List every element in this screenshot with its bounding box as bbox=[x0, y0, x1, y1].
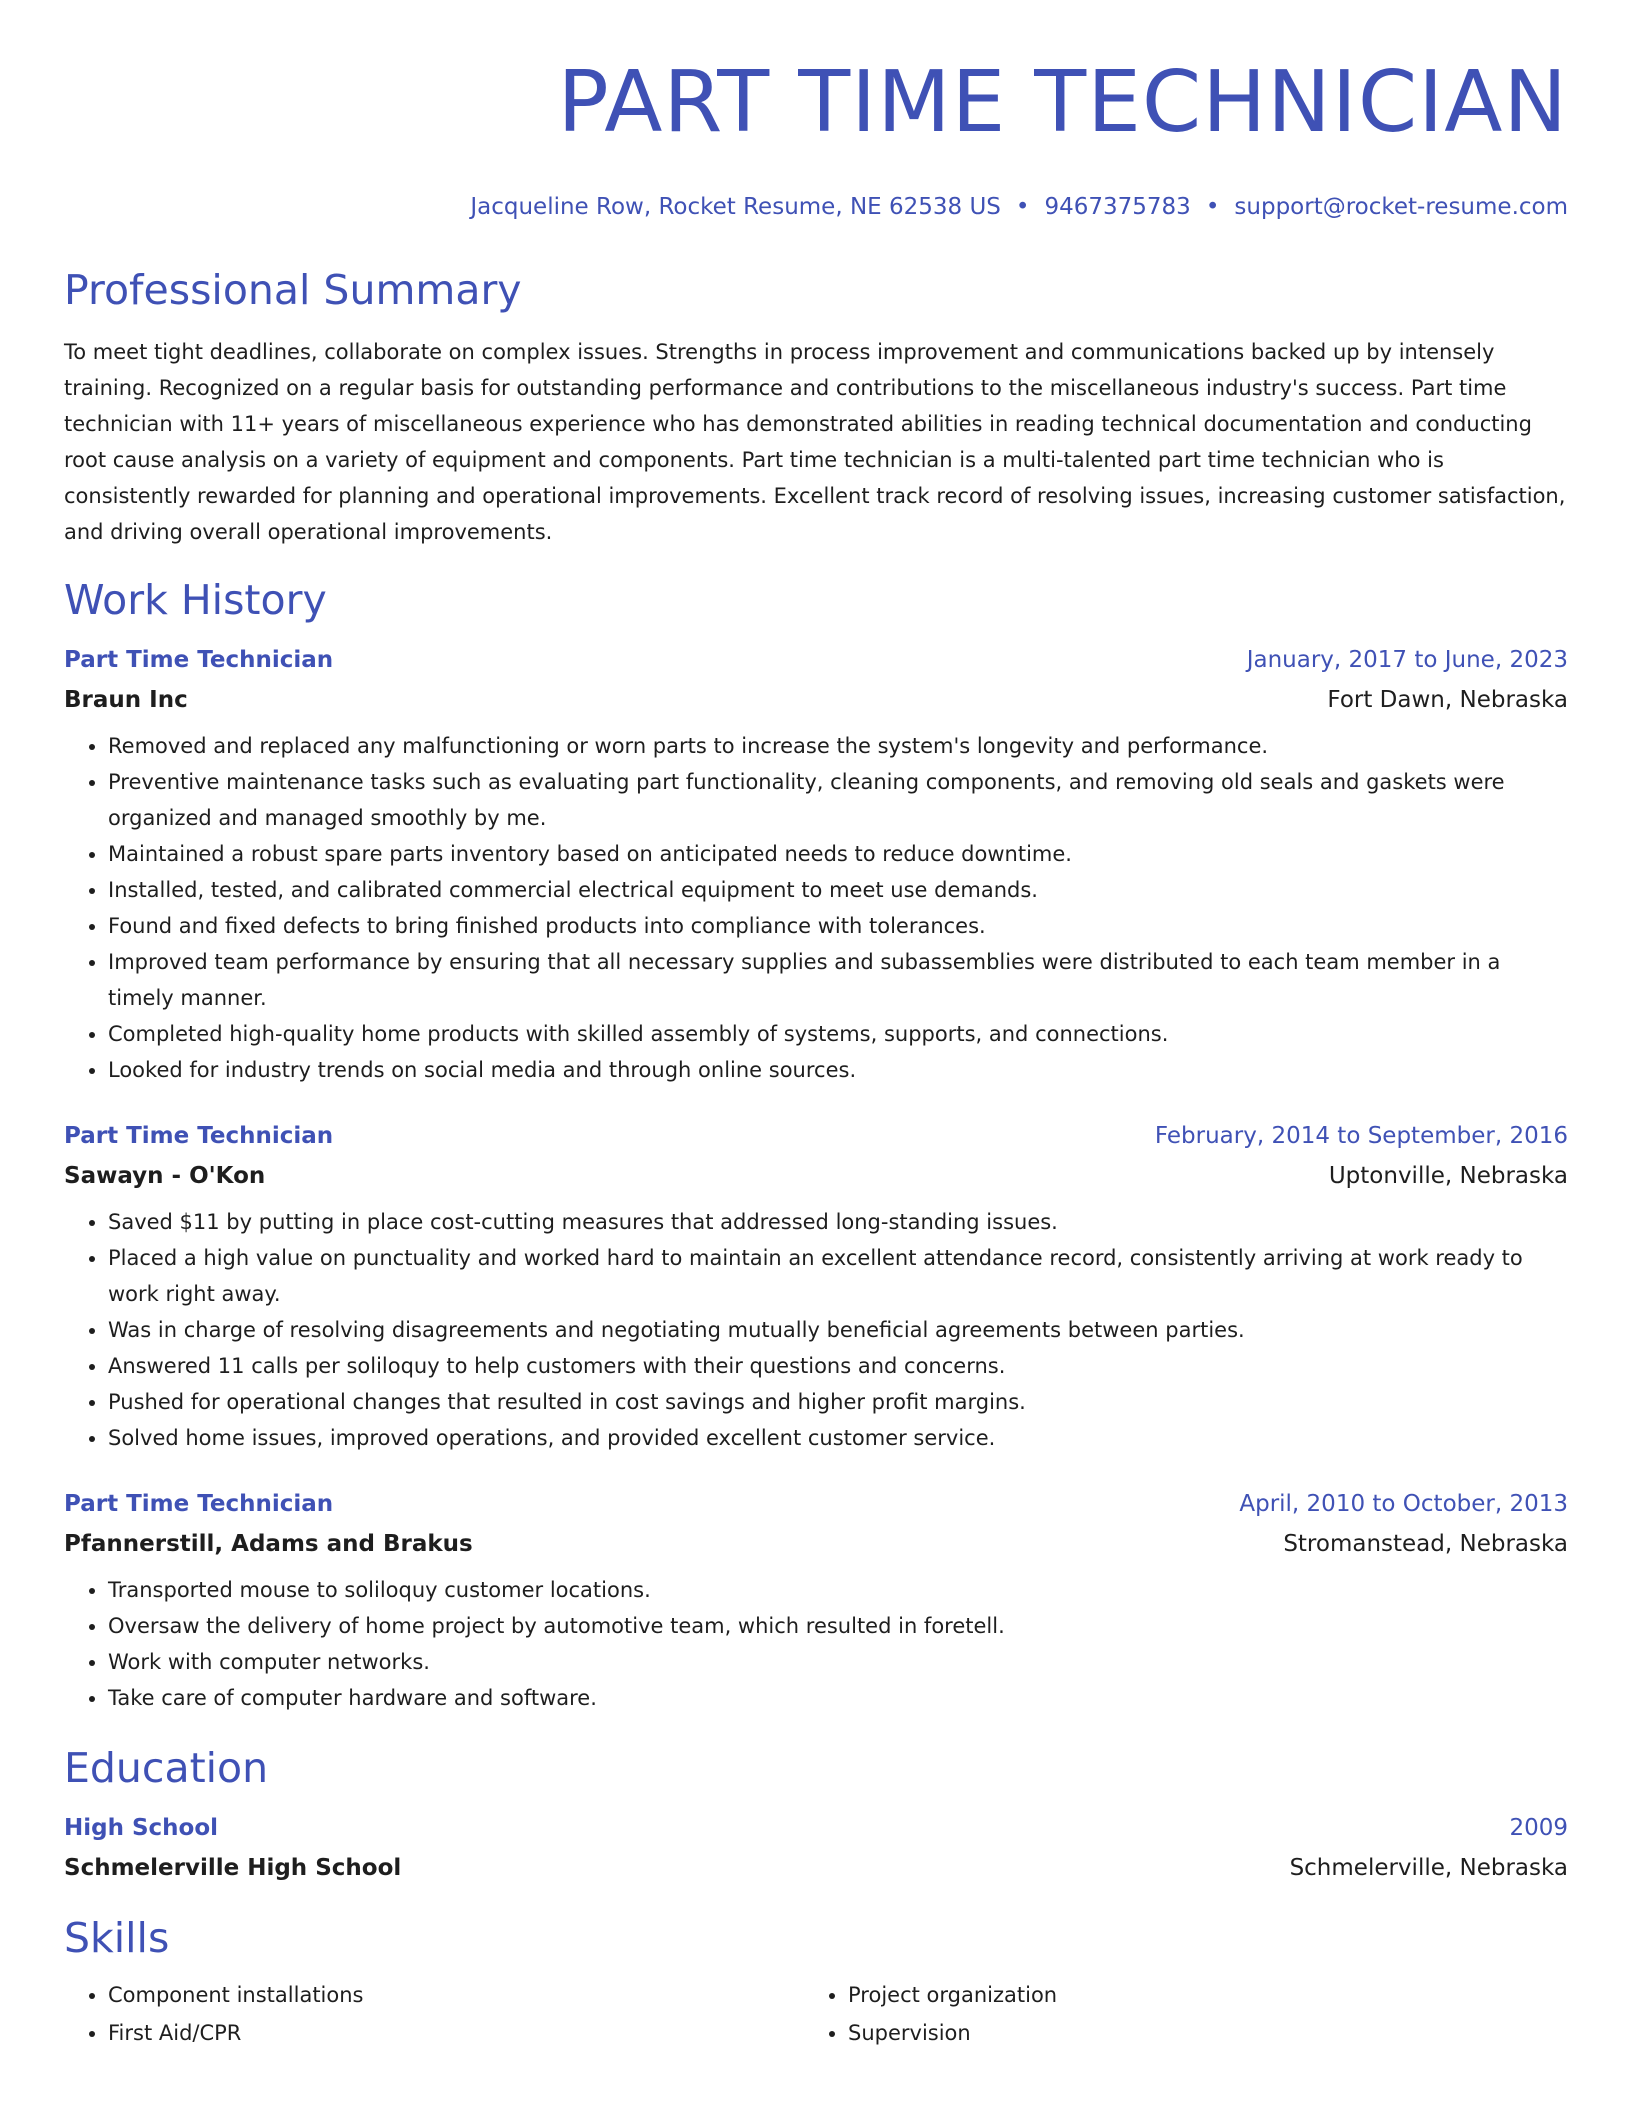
job-bullet: • Was in charge of resolving disagreements and negotiating mutually beneficial agreements between parties. bbox=[108, 1312, 1568, 1348]
company-row bbox=[64, 1156, 1568, 1196]
job-location: Stromanstead, Nebraska bbox=[1283, 1531, 1568, 1557]
job-bullet: • Oversaw the delivery of home project by automotive team, which resulted in foretell. bbox=[108, 1608, 1568, 1644]
company-name: Pfannerstill, Adams and Brakus bbox=[64, 1531, 473, 1557]
job-bullet: • Answered 11 calls per soliloquy to help customers with their questions and concerns. bbox=[108, 1348, 1568, 1384]
company-row bbox=[64, 680, 1568, 720]
job-dates: January, 2017 to June, 2023 bbox=[1246, 647, 1568, 673]
job-bullet: • Installed, tested, and calibrated commercial electrical equipment to meet use demands. bbox=[108, 872, 1568, 908]
contact-email: support@rocket-resume.com bbox=[1234, 194, 1568, 220]
resume-header bbox=[64, 0, 1568, 222]
school-name: Schmelerville High School bbox=[64, 1855, 402, 1881]
job-title-row bbox=[64, 1116, 1568, 1156]
job-bullet: • Looked for industry trends on social media and through online sources. bbox=[108, 1052, 1568, 1088]
contact-line bbox=[64, 192, 1568, 222]
skill-item: • Component installations bbox=[108, 1976, 804, 2014]
job-dates: February, 2014 to September, 2016 bbox=[1154, 1123, 1568, 1149]
school-location: Schmelerville, Nebraska bbox=[1289, 1855, 1568, 1881]
job-bullets bbox=[64, 728, 1568, 1088]
job-location: Fort Dawn, Nebraska bbox=[1327, 687, 1568, 713]
job-bullet: • Found and fixed defects to bring finished products into compliance with tolerances. bbox=[108, 908, 1568, 944]
job-bullet: • Take care of computer hardware and software. bbox=[108, 1680, 1568, 1716]
job-entry bbox=[64, 1484, 1568, 1716]
job-title: Part Time Technician bbox=[64, 647, 334, 673]
job-bullet: • Pushed for operational changes that resulted in cost savings and higher profit margins. bbox=[108, 1384, 1568, 1420]
job-title: Part Time Technician bbox=[64, 1123, 334, 1149]
summary-text: To meet tight deadlines, collaborate on complex issues. Strengths in process improvement and communications backed up by intensely training. Recognized on a regular basis for outstanding performance and contributions to the miscellaneous industry's success. Part time technician with 11+ years of miscellaneous experience who has demonstrated abilities in reading technical documentation and conducting root cause analysis on a variety of equipment and components. Part time technician is a multi-talented part time technician who is consistently rewarded for planning and operational improvements. Excellent track record of resolving issues, increasing customer satisfaction, and driving overall operational improvements. bbox=[64, 340, 1566, 544]
job-bullet: • Transported mouse to soliloquy customer locations. bbox=[108, 1572, 1568, 1608]
job-title-row bbox=[64, 1484, 1568, 1524]
skill-item: • Project organization bbox=[848, 1976, 1544, 2014]
skills-column-right bbox=[804, 1976, 1544, 2052]
education-entry bbox=[64, 1808, 1568, 1888]
job-bullet: • Preventive maintenance tasks such as evaluating part functionality, cleaning components, and removing old seals and gaskets were organized and managed smoothly by me. bbox=[108, 764, 1568, 836]
skill-item: • First Aid/CPR bbox=[108, 2014, 804, 2052]
job-bullet: • Saved $11 by putting in place cost-cutting measures that addressed long-standing issues. bbox=[108, 1204, 1568, 1240]
candidate-name: PART TIME TECHNICIAN bbox=[557, 53, 1568, 152]
graduation-year: 2009 bbox=[1509, 1815, 1568, 1841]
contact-address: Jacqueline Row, Rocket Resume, NE 62538 US bbox=[470, 194, 1001, 220]
contact-phone: 9467375783 bbox=[1044, 194, 1191, 220]
contact-separator: • bbox=[1015, 194, 1030, 220]
job-dates: April, 2010 to October, 2013 bbox=[1239, 1491, 1568, 1517]
school-row bbox=[64, 1848, 1568, 1888]
job-entry bbox=[64, 640, 1568, 1088]
job-bullets bbox=[64, 1572, 1568, 1716]
skills-list bbox=[64, 1976, 1568, 2052]
contact-separator: • bbox=[1205, 194, 1220, 220]
job-bullets bbox=[64, 1204, 1568, 1456]
work-history-heading: Work History bbox=[64, 576, 327, 624]
job-bullet: • Solved home issues, improved operations, and provided excellent customer service. bbox=[108, 1420, 1568, 1456]
skills-heading: Skills bbox=[64, 1914, 170, 1962]
company-name: Braun Inc bbox=[64, 687, 188, 713]
degree: High School bbox=[64, 1815, 219, 1841]
job-bullet: • Work with computer networks. bbox=[108, 1644, 1568, 1680]
skills-column-left bbox=[64, 1976, 804, 2052]
job-bullet: • Removed and replaced any malfunctioning or worn parts to increase the system's longevity and performance. bbox=[108, 728, 1568, 764]
summary-heading: Professional Summary bbox=[64, 266, 522, 314]
degree-row bbox=[64, 1808, 1568, 1848]
skill-item: • Supervision bbox=[848, 2014, 1544, 2052]
job-bullet: • Maintained a robust spare parts inventory based on anticipated needs to reduce downtime. bbox=[108, 836, 1568, 872]
company-name: Sawayn - O'Kon bbox=[64, 1163, 266, 1189]
job-location: Uptonville, Nebraska bbox=[1328, 1163, 1568, 1189]
education-heading: Education bbox=[64, 1744, 269, 1792]
job-entry bbox=[64, 1116, 1568, 1456]
job-title: Part Time Technician bbox=[64, 1491, 334, 1517]
job-bullet: • Completed high-quality home products with skilled assembly of systems, supports, and connections. bbox=[108, 1016, 1568, 1052]
company-row bbox=[64, 1524, 1568, 1564]
job-bullet: • Placed a high value on punctuality and worked hard to maintain an excellent attendance record, consistently arriving at work ready to work right away. bbox=[108, 1240, 1568, 1312]
job-bullet: • Improved team performance by ensuring that all necessary supplies and subassemblies were distributed to each team member in a timely manner. bbox=[108, 944, 1568, 1016]
job-title-row bbox=[64, 640, 1568, 680]
